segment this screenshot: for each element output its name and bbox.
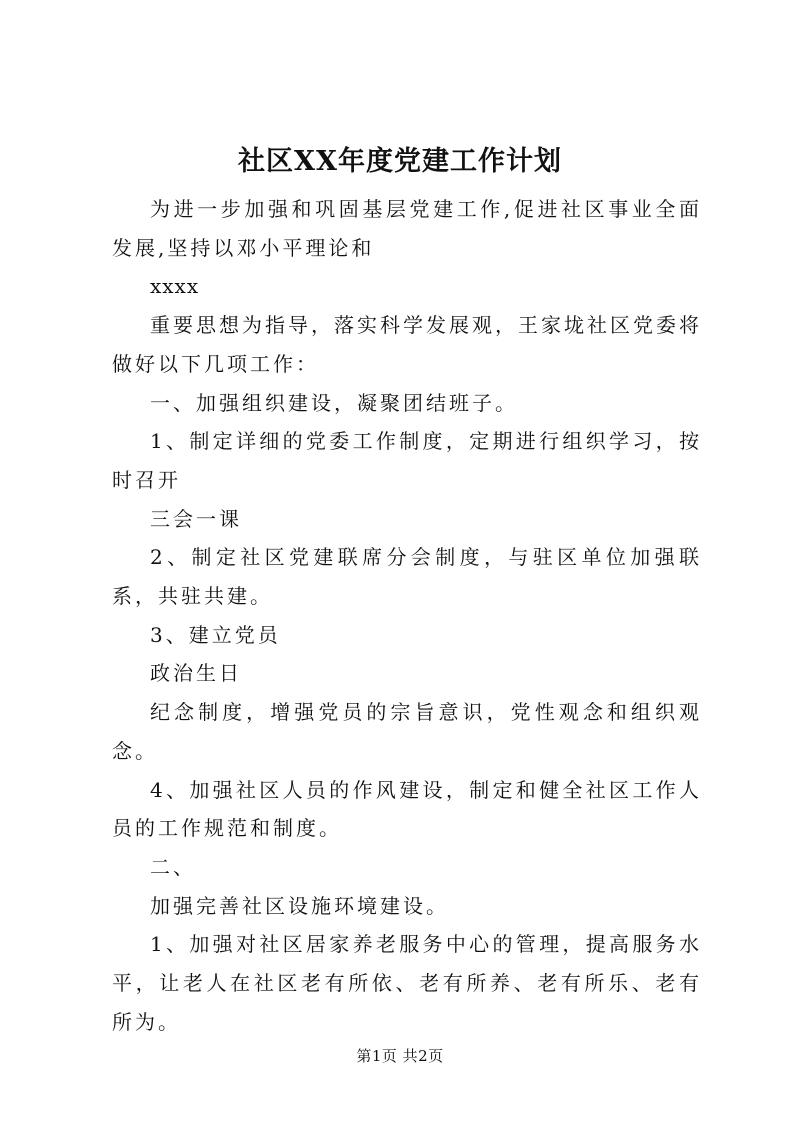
paragraph-facilities: 加强完善社区设施环境建设。 <box>150 893 449 918</box>
page-footer: 第1页 共2页 <box>356 1047 444 1065</box>
paragraph-item-3: 3、建立党员 <box>150 622 281 647</box>
paragraph-intro: 为进一步加强和巩固基层党建工作,促进社区事业全面发展,坚持以邓小平理论和 <box>112 197 702 260</box>
paragraph-placeholder: xxxx <box>150 274 200 299</box>
paragraph-three-meetings: 三会一课 <box>150 506 242 531</box>
page-title: 社区XX年度党建工作计划 <box>238 146 562 177</box>
paragraph-item-2: 2、制定社区党建联席分会制度，与驻区单位加强联系，共驻共建。 <box>112 545 702 609</box>
paragraph-political-birthday: 政治生日 <box>150 661 242 686</box>
document-body <box>112 190 702 1041</box>
paragraph-guidance: 重要思想为指导，落实科学发展观，王家垅社区党委将做好以下几项工作： <box>112 313 702 376</box>
paragraph-item-1: 1、制定详细的党委工作制度，定期进行组织学习，按时召开 <box>112 429 702 492</box>
section-heading-two: 二、 <box>150 854 196 879</box>
paragraph-elderly-care: 1、加强对社区居家养老服务中心的管理，提高服务水平，让老人在社区老有所依、老有所养、老有所乐、老有所为。 <box>112 932 702 1034</box>
section-heading-organization: 一、加强组织建设，凝聚团结班子。 <box>150 390 518 415</box>
paragraph-commemoration: 纪念制度，增强党员的宗旨意识，党性观念和组织观念。 <box>112 700 702 763</box>
paragraph-item-4: 4、加强社区人员的作风建设，制定和健全社区工作人员的工作规范和制度。 <box>112 777 702 841</box>
